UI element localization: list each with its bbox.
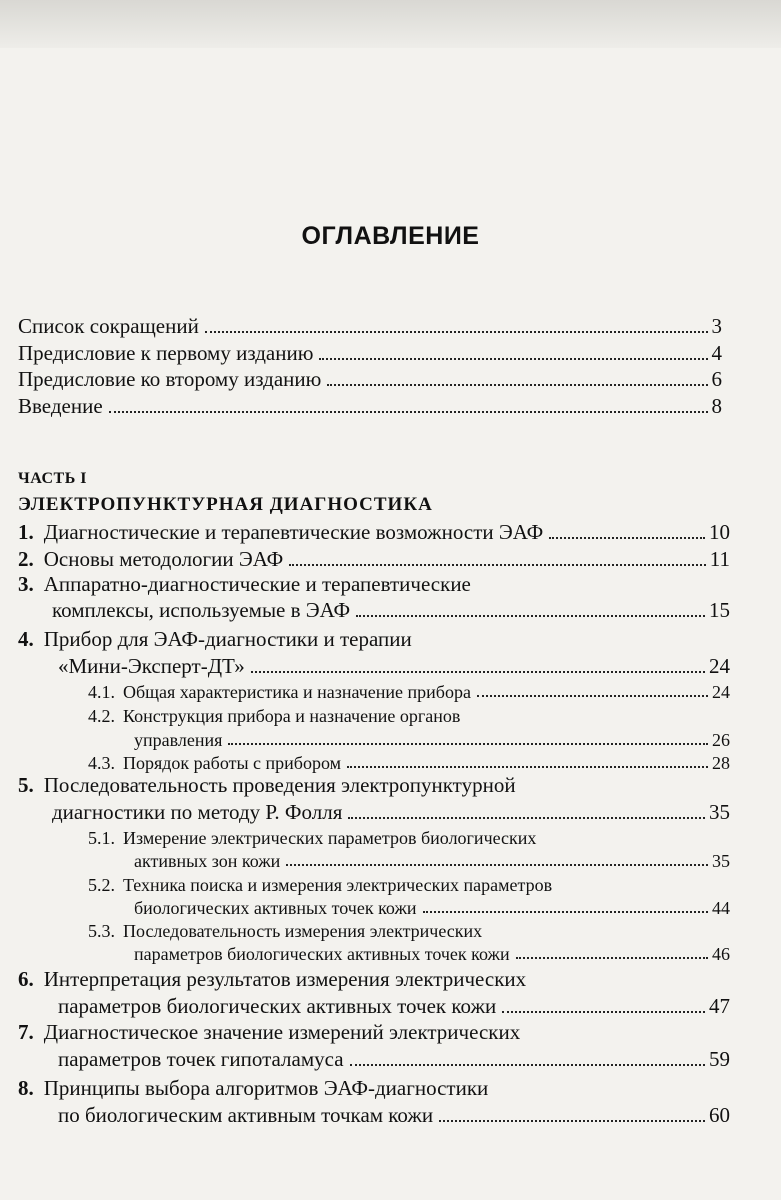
toc-chapter-7-line-1 [18,1022,520,1043]
toc-entry-page: 4 [711,341,722,365]
toc-entry-page: 11 [709,547,730,571]
leader-dots [251,671,705,673]
leader-dots [477,695,708,697]
leader-dots [516,957,708,959]
leader-dots [228,743,708,745]
chapter-title: Интерпретация результатов измерения электрических [43,967,527,991]
toc-entry-page: 59 [709,1047,730,1071]
toc-entry-page: 46 [712,944,730,964]
toc-subsection-5-2 [134,899,730,917]
toc-entry-page: 15 [709,598,730,622]
toc-subsection-4-1 [88,683,730,701]
chapter-title-cont: «Мини-Эксперт-ДТ» [58,654,245,678]
chapter-number: 3. [18,572,34,596]
toc-entry-page: 8 [711,394,722,418]
page-top-shadow [0,0,781,48]
toc-entry-page: 60 [709,1103,730,1127]
toc-entry-page: 24 [712,682,730,702]
toc-subsection-4-2 [134,731,730,749]
toc-entry-page: 44 [712,898,730,918]
part-heading: ЧАСТЬ I [18,470,88,487]
subsection-title: Техника поиска и измерения электрических параметров [123,875,553,895]
toc-chapter-8 [58,1105,730,1126]
toc-subsection-5-3-line-1 [88,922,482,940]
chapter-title: Последовательность проведения электропунктурной [43,773,516,797]
leader-dots [350,1064,705,1066]
subsection-title-cont: управления [134,730,223,750]
chapter-number: 1. [18,520,34,544]
leader-dots [502,1011,705,1013]
toc-chapter-6-line-1 [18,969,526,990]
toc-entry-title: Список сокращений [18,314,199,338]
chapter-title-cont: комплексы, используемые в ЭАФ [52,598,351,622]
chapter-number: 7. [18,1020,34,1044]
chapter-number: 2. [18,547,34,571]
toc-entry-abbreviations [18,316,722,337]
toc-chapter-3-line-1 [18,574,471,595]
toc-entry-title: Предисловие к первому изданию [18,341,314,365]
chapter-title: Аппаратно-диагностические и терапевтические [43,572,471,596]
subsection-number: 4.3. [88,753,115,773]
leader-dots [423,911,708,913]
chapter-title-cont: по биологическим активным точкам кожи [58,1103,434,1127]
chapter-title-cont: параметров биологических активных точек кожи [58,994,497,1018]
toc-chapter-4-line-1 [18,629,412,650]
chapter-title: Прибор для ЭАФ-диагностики и терапии [43,627,412,651]
toc-subsection-4-2-line-1 [88,707,460,725]
toc-entry-page: 28 [712,753,730,773]
toc-entry-page: 47 [709,994,730,1018]
chapter-title-cont: диагностики по методу Р. Фолля [52,800,343,824]
toc-subsection-5-3 [134,945,730,963]
section-heading: ЭЛЕКТРОПУНКТУРНАЯ ДИАГНОСТИКА [18,494,433,515]
toc-entry-introduction [18,396,722,417]
page-title: ОГЛАВЛЕНИЕ [301,222,480,250]
chapter-number: 4. [18,627,34,651]
toc-entry-page: 26 [712,730,730,750]
chapter-number: 6. [18,967,34,991]
toc-chapter-2 [18,549,730,570]
subsection-title-cont: активных зон кожи [134,851,281,871]
toc-entry-preface-first [18,343,722,364]
subsection-title: Общая характеристика и назначение прибора [123,682,471,702]
leader-dots [286,864,708,866]
toc-chapter-7 [58,1049,730,1070]
toc-entry-page: 6 [711,367,722,391]
leader-dots [347,766,708,768]
subsection-title: Измерение электрических параметров биологических [123,828,537,848]
subsection-title: Порядок работы с прибором [123,753,342,773]
chapter-title: Принципы выбора алгоритмов ЭАФ-диагностики [43,1076,489,1100]
leader-dots [439,1120,705,1122]
leader-dots [109,411,708,413]
chapter-number: 5. [18,773,34,797]
toc-chapter-4 [58,656,730,677]
chapter-title: Диагностическое значение измерений электрических [43,1020,521,1044]
toc-entry-page: 3 [711,314,722,338]
toc-chapter-3 [52,600,730,621]
leader-dots [289,564,706,566]
chapter-title: Основы методологии ЭАФ [43,547,284,571]
toc-chapter-1 [18,522,730,543]
toc-entry-page: 10 [709,520,730,544]
toc-subsection-4-3 [88,754,730,772]
toc-subsection-5-2-line-1 [88,876,552,894]
toc-chapter-5-line-1 [18,775,516,796]
chapter-title: Диагностические и терапевтические возможности ЭАФ [43,520,544,544]
toc-entry-page: 35 [709,800,730,824]
subsection-number: 4.1. [88,682,115,702]
chapter-number: 8. [18,1076,34,1100]
toc-chapter-6 [58,996,730,1017]
toc-entry-title: Введение [18,394,103,418]
subsection-number: 5.2. [88,875,115,895]
toc-subsection-5-1-line-1 [88,829,536,847]
subsection-title: Конструкция прибора и назначение органов [123,706,461,726]
subsection-number: 4.2. [88,706,115,726]
toc-subsection-5-1 [134,852,730,870]
leader-dots [205,331,708,333]
subsection-title: Последовательность измерения электрических [123,921,483,941]
subsection-title-cont: биологических активных точек кожи [134,898,417,918]
chapter-title-cont: параметров точек гипоталамуса [58,1047,344,1071]
toc-entry-preface-second [18,369,722,390]
toc-entry-title: Предисловие ко второму изданию [18,367,322,391]
toc-entry-page: 24 [709,654,730,678]
leader-dots [356,615,705,617]
subsection-number: 5.3. [88,921,115,941]
toc-chapter-5 [52,802,730,823]
toc-chapter-8-line-1 [18,1078,488,1099]
leader-dots [348,817,705,819]
leader-dots [549,537,705,539]
leader-dots [327,384,707,386]
subsection-title-cont: параметров биологических активных точек кожи [134,944,510,964]
subsection-number: 5.1. [88,828,115,848]
toc-entry-page: 35 [712,851,730,871]
leader-dots [319,358,707,360]
